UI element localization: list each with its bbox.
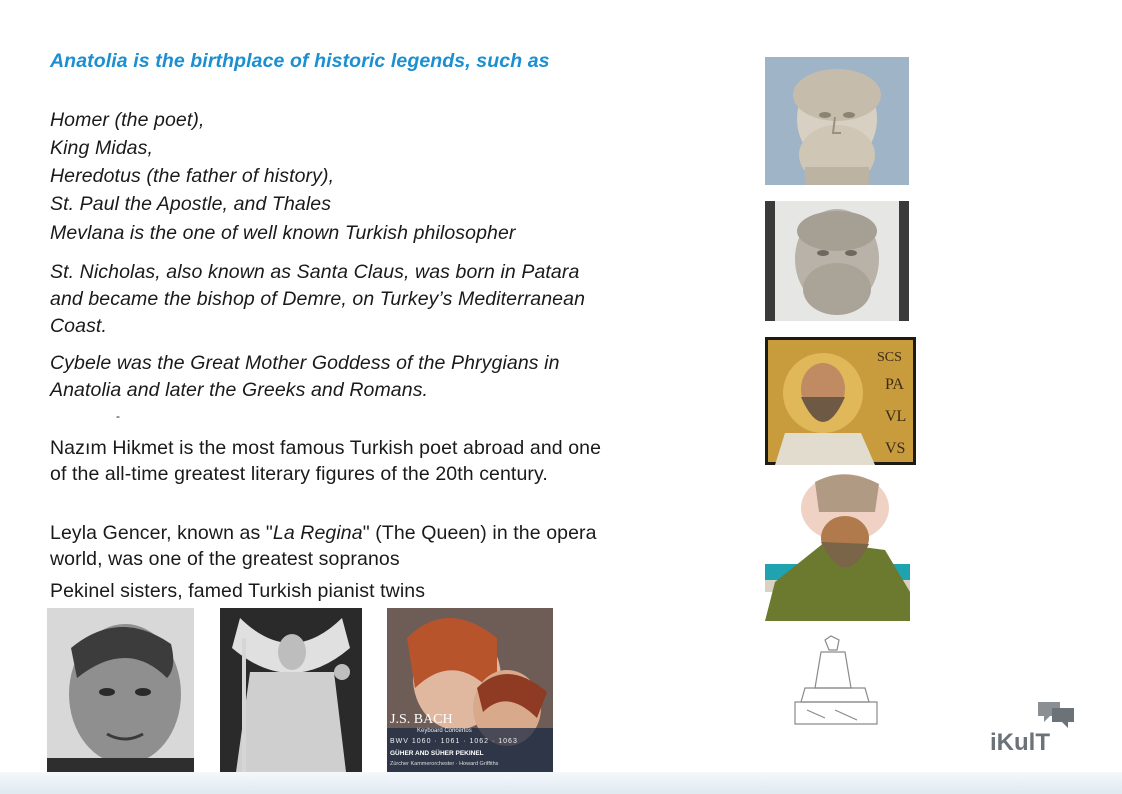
homer-bust-photo	[765, 57, 909, 185]
gencer-italic: La Regina	[272, 522, 363, 544]
ikult-logo	[990, 698, 1080, 758]
album-subtitle: Keyboard Concertos	[417, 728, 472, 734]
pekinel-album-cover	[387, 608, 553, 774]
album-title: J.S. BACH	[390, 712, 453, 727]
nazim-hikmet-photo	[47, 608, 194, 772]
pekinel-line: Pekinel sisters, famed Turkish pianist twins	[50, 580, 426, 602]
legend-homer: Homer (the poet),	[50, 109, 205, 131]
legend-herodotus: Heredotus (the father of history),	[50, 165, 335, 187]
herodotus-bust-photo	[765, 201, 909, 321]
hikmet-line-1: Nazım Hikmet is the most famous Turkish poet abroad and one	[50, 437, 602, 459]
album-orchestra: Zürcher Kammerorchester · Howard Griffiths	[390, 761, 499, 767]
footer-bar	[0, 772, 1122, 794]
fresco-letters-4: VS	[885, 440, 906, 457]
speech-bubbles-icon	[1038, 702, 1074, 728]
gencer-post: " (The Queen) in the opera	[362, 522, 597, 544]
legend-mevlana: Mevlana is the one of well known Turkish philosopher	[50, 222, 516, 244]
legend-paul-thales: St. Paul the Apostle, and Thales	[50, 193, 332, 215]
fresco-letters-1: SCS	[877, 350, 902, 365]
dash-mark: -	[116, 409, 121, 423]
gencer-line-2: world, was one of the greatest sopranos	[50, 548, 400, 570]
hikmet-line-2: of the all-time greatest literary figures of the 20th century.	[50, 463, 548, 485]
fresco-letters-2: PA	[885, 376, 904, 393]
mevlana-painting	[765, 472, 910, 621]
cybele-sketch	[765, 632, 916, 731]
cybele-line-1: Cybele was the Great Mother Goddess of the Phrygians in	[50, 352, 560, 374]
nicholas-line-3: Coast.	[50, 315, 107, 337]
logo-text: iKulT	[990, 729, 1050, 756]
gencer-pre: Leyla Gencer, known as "	[50, 522, 273, 544]
nicholas-line-1: St. Nicholas, also known as Santa Claus, was born in Patara	[50, 261, 580, 283]
page-heading: Anatolia is the birthplace of historic legends, such as	[50, 50, 550, 72]
album-artists: GÜHER AND SÜHER PEKINEL	[390, 750, 484, 757]
st-paul-fresco-photo	[765, 337, 916, 465]
legend-midas: King Midas,	[50, 137, 153, 159]
album-bwv: BWV 1060 · 1061 · 1062 · 1063	[390, 738, 518, 745]
cybele-line-2: Anatolia and later the Greeks and Romans.	[50, 379, 429, 401]
fresco-letters-3: VL	[885, 408, 907, 425]
gencer-line-1	[50, 521, 597, 546]
leyla-gencer-photo	[220, 608, 362, 772]
nicholas-line-2: and became the bishop of Demre, on Turkey’s Mediterranean	[50, 288, 586, 310]
